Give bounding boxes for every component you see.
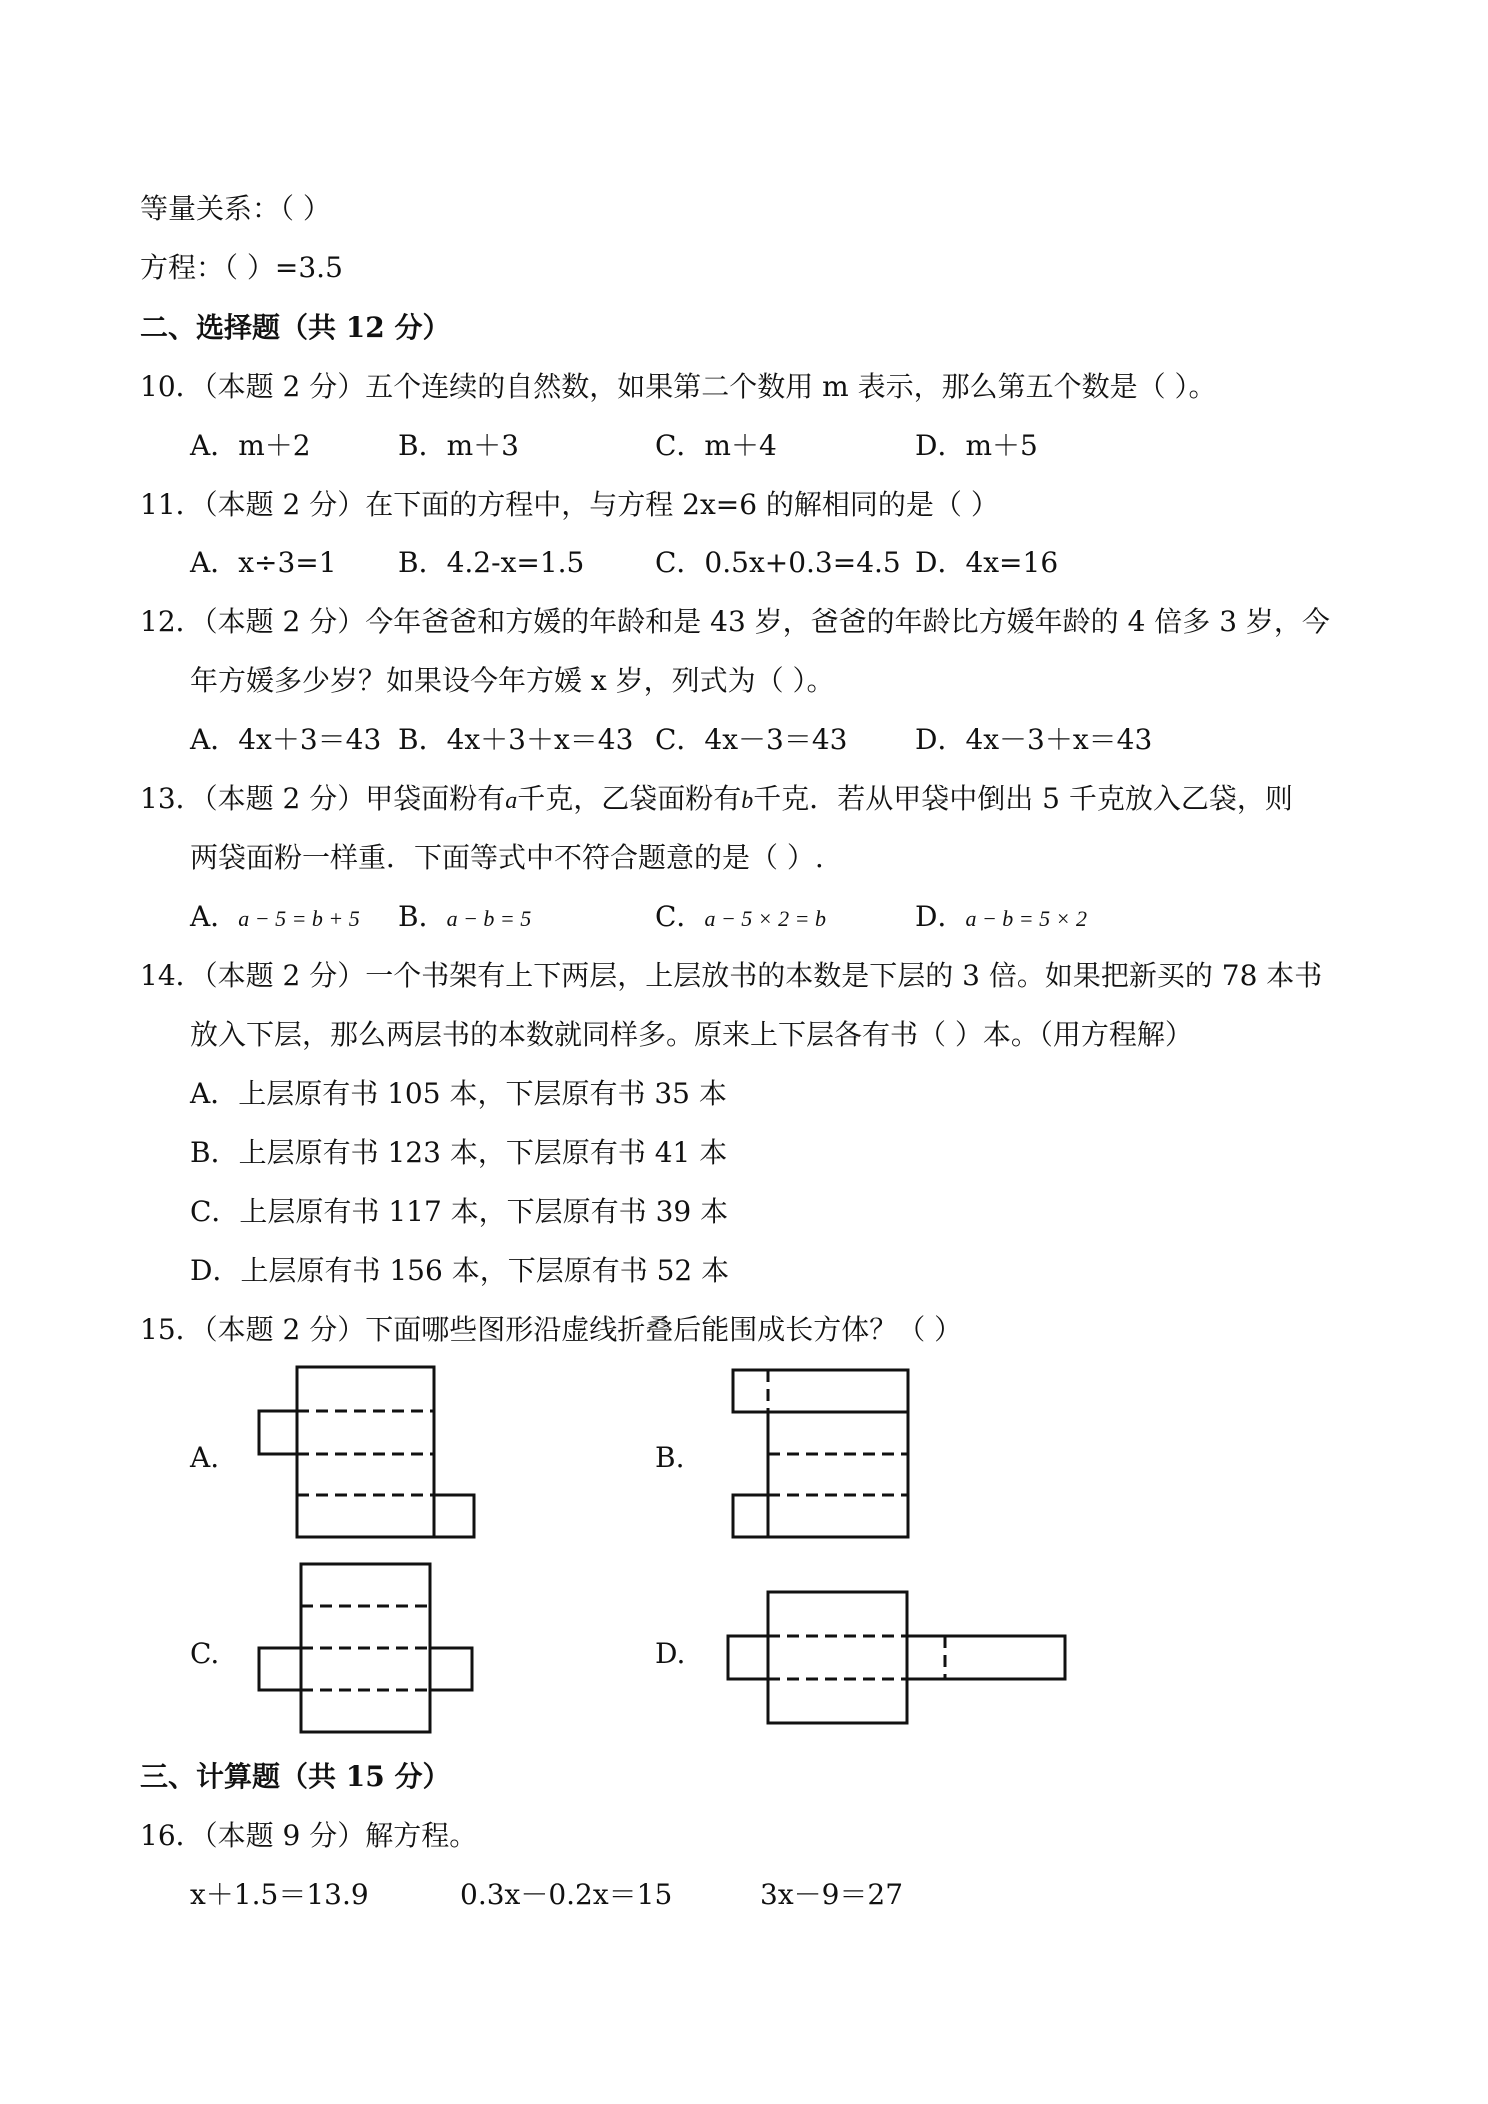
question-12-stem-line1: 12．（本题 2 分）今年爸爸和方媛的年龄和是 43 岁，爸爸的年龄比方媛年龄的 4 倍多 3 岁，今 xyxy=(140,605,1330,638)
figure-label-d: D. xyxy=(655,1637,686,1670)
q12-option-b: B．4x＋3＋x＝43 xyxy=(398,723,634,756)
q14-option-c: C．上层原有书 117 本，下层原有书 39 本 xyxy=(190,1195,729,1228)
q13-option-a: A．a − 5 = b + 5 xyxy=(190,900,360,933)
figure-label-a: A. xyxy=(190,1441,220,1474)
question-11-stem: 11．（本题 2 分）在下面的方程中，与方程 2x=6 的解相同的是（ ） xyxy=(140,488,999,521)
q13-option-a-formula: a − 5 = b + 5 xyxy=(238,906,360,931)
question-14-stem-line1: 14．（本题 2 分）一个书架有上下两层，上层放书的本数是下层的 3 倍。如果把新买的 78 本书 xyxy=(140,959,1323,992)
q10-option-a: A．m＋2 xyxy=(190,429,311,462)
q13-option-d: D．a − b = 5 × 2 xyxy=(915,900,1087,933)
q13-stem-part3: 千克．若从甲袋中倒出 5 千克放入乙袋，则 xyxy=(753,782,1293,815)
figure-label-b: B. xyxy=(655,1441,685,1474)
question-12-stem-line2: 年方媛多少岁？如果设今年方媛 x 岁，列式为（ ）。 xyxy=(190,664,835,697)
q11-option-a: A．x÷3=1 xyxy=(190,546,337,579)
section-title-calculation: 三、计算题（共 15 分） xyxy=(140,1760,451,1793)
figure-label-c: C. xyxy=(190,1637,220,1670)
q11-option-c: C．0.5x+0.3=4.5 xyxy=(655,546,901,579)
q13-stem-part1: 13．（本题 2 分）甲袋面粉有 xyxy=(140,782,506,815)
q14-option-a: A．上层原有书 105 本，下层原有书 35 本 xyxy=(190,1077,727,1110)
q16-equation-3: 3x－9＝27 xyxy=(760,1878,904,1911)
q12-option-c: C．4x－3＝43 xyxy=(655,723,848,756)
q11-option-d: D．4x=16 xyxy=(915,546,1059,579)
question-13-stem-line2: 两袋面粉一样重．下面等式中不符合题意的是（ ）. xyxy=(190,841,824,874)
q13-var-b: b xyxy=(741,788,754,814)
q13-option-b: B．a − b = 5 xyxy=(398,900,532,933)
q14-option-d: D．上层原有书 156 本，下层原有书 52 本 xyxy=(190,1254,730,1287)
section-title-choice: 二、选择题（共 12 分） xyxy=(140,311,451,344)
q10-option-d: D．m＋5 xyxy=(915,429,1038,462)
relation-line: 等量关系：（ ） xyxy=(140,192,331,225)
q16-equation-2: 0.3x－0.2x＝15 xyxy=(460,1878,673,1911)
q14-option-b: B．上层原有书 123 本，下层原有书 41 本 xyxy=(190,1136,728,1169)
q10-option-c: C．m＋4 xyxy=(655,429,777,462)
question-10-stem: 10．（本题 2 分）五个连续的自然数，如果第二个数用 m 表示，那么第五个数是（ ）。 xyxy=(140,370,1217,403)
q13-stem-part2: 千克，乙袋面粉有 xyxy=(517,782,742,815)
q10-option-b: B．m＋3 xyxy=(398,429,519,462)
q16-equation-1: x＋1.5＝13.9 xyxy=(190,1878,369,1911)
q13-option-b-formula: a − b = 5 xyxy=(446,906,532,931)
q12-option-d: D．4x－3＋x＝43 xyxy=(915,723,1153,756)
question-14-stem-line2: 放入下层，那么两层书的本数就同样多。原来上下层各有书（ ）本。（用方程解） xyxy=(190,1018,1193,1051)
q11-option-b: B．4.2-x=1.5 xyxy=(398,546,585,579)
question-16-stem: 16．（本题 9 分）解方程。 xyxy=(140,1819,478,1852)
q13-option-d-formula: a − b = 5 × 2 xyxy=(965,906,1087,931)
q12-option-a: A．4x＋3＝43 xyxy=(190,723,382,756)
question-15-stem: 15．（本题 2 分）下面哪些图形沿虚线折叠后能围成长方体？（ ） xyxy=(140,1313,963,1346)
q13-option-c-formula: a − 5 × 2 = b xyxy=(704,906,826,931)
q13-option-c: C．a − 5 × 2 = b xyxy=(655,900,826,933)
equation-line: 方程：（ ）=3.5 xyxy=(140,251,343,284)
q13-var-a: a xyxy=(505,788,518,814)
